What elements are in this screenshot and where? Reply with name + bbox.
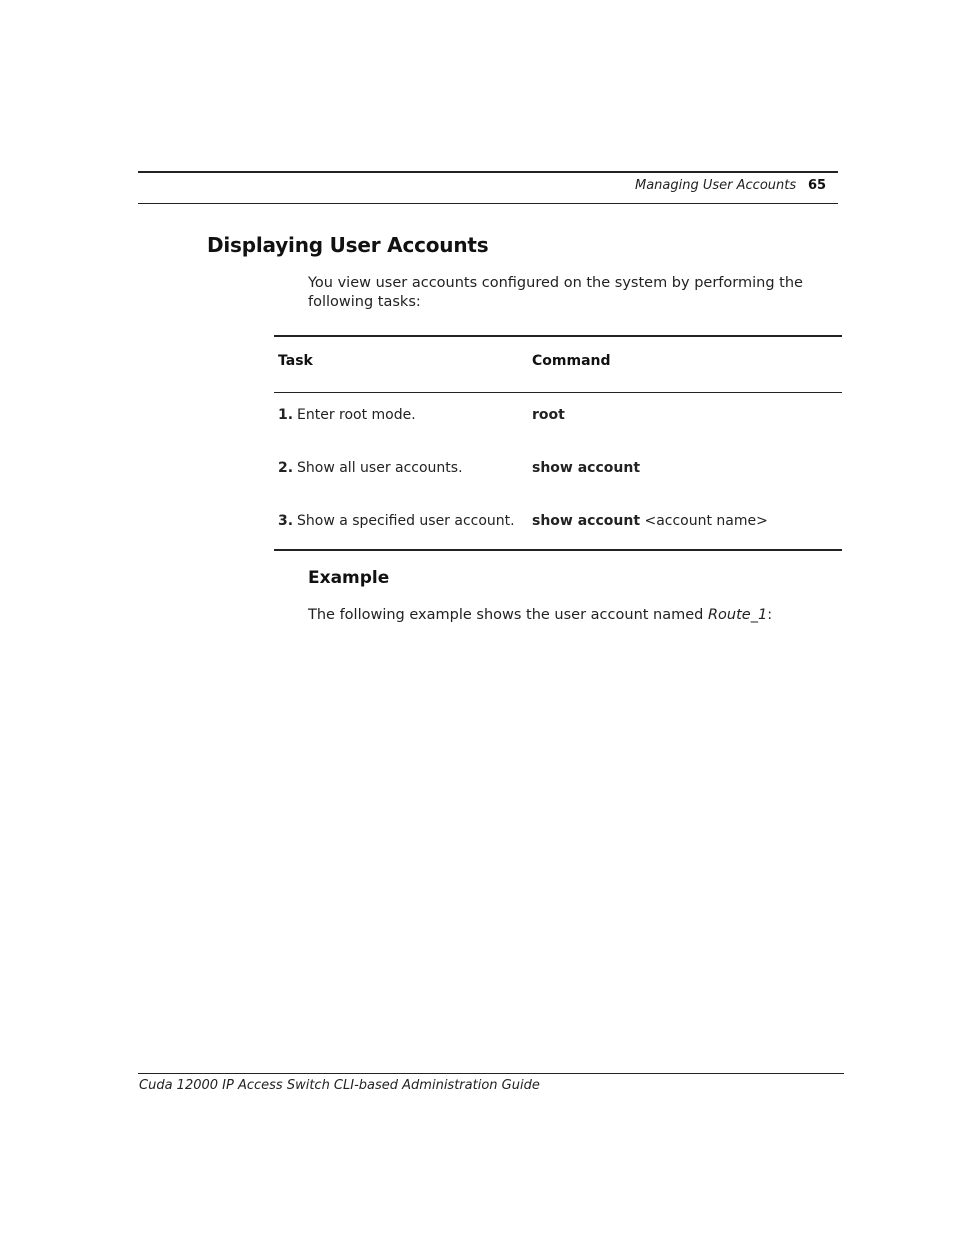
example-text-end: : [767,607,773,623]
intro-paragraph: You view user accounts configured on the system by performing the following tasks: [308,275,803,310]
example-account-name: Route_1 [707,607,768,623]
step-number: 1. [278,407,294,423]
running-header-section: Managing User Accounts [635,178,797,193]
table-top-rule [274,335,842,337]
footer-title: Cuda 12000 IP Access Switch CLI-based Administration Guide [139,1078,540,1093]
step-number: 2. [278,460,294,476]
task-cell: Enter root mode. [297,407,416,423]
table-bottom-rule [274,549,842,551]
task-cell: Show a specified user account. [297,513,515,529]
column-header-command: Command [532,353,611,369]
command-argument: <account name> [644,513,768,529]
column-header-task: Task [278,353,313,369]
page-title: Displaying User Accounts [207,233,489,257]
example-text: The following example shows the user account named [308,607,708,623]
table-header-rule [274,392,842,393]
command-cell [532,460,640,476]
header-top-rule [138,171,838,173]
footer-rule [138,1073,844,1074]
example-heading: Example [308,568,390,588]
command-keyword: root [532,407,565,423]
header-bottom-rule [138,203,838,204]
command-keyword: show account [532,460,641,476]
task-cell: Show all user accounts. [297,460,463,476]
step-number: 3. [278,513,294,529]
command-keyword: show account [532,513,641,529]
command-cell [532,513,768,529]
example-paragraph [308,606,772,625]
command-cell [532,407,565,423]
page-number: 65 [808,178,827,193]
